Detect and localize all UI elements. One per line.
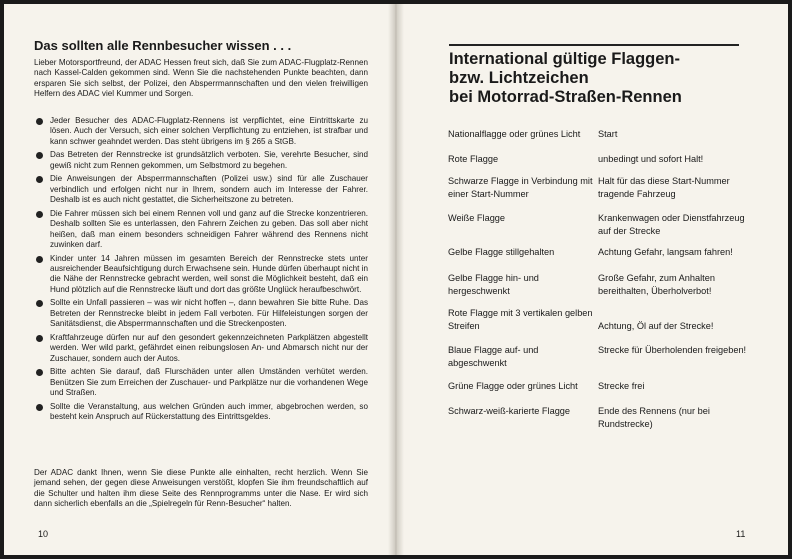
- flag-signal: Weiße Flagge: [448, 213, 506, 223]
- page-number-right: 11: [736, 529, 746, 539]
- flag-signal: Nationalflagge oder grünes Licht: [448, 129, 581, 139]
- list-item: [34, 367, 368, 398]
- rules-list: [34, 116, 368, 426]
- title-line: bei Motorrad-Straßen-Rennen: [449, 88, 682, 106]
- flag-signal: Gelbe Flagge stillgehalten: [448, 247, 555, 257]
- left-page-title: Das sollten alle Rennbesucher wissen . . .: [34, 38, 292, 53]
- list-item: [34, 298, 368, 329]
- booklet-spread: [4, 4, 788, 555]
- flag-signal: Schwarz-weiß-karierte Flagge: [448, 406, 571, 416]
- bullet-icon: [36, 404, 43, 411]
- title-line: bzw. Lichtzeichen: [449, 69, 589, 87]
- left-page: [4, 4, 396, 555]
- list-item-text: Die Anweisungen der Absperrmannschaften (Polizei usw.) sind für alle Zuschauer verbindlich und erfolgen nicht nur in Ihrem, sondern auch im Interesse der Fahrer. Deshalb ist es auch nicht gestattet, die Sicherheitszone zu betreten.: [50, 174, 368, 205]
- bullet-icon: [36, 118, 43, 125]
- intro-paragraph: Lieber Motorsportfreund, der ADAC Hessen freut sich, daß Sie zum ADAC-Flugplatz-Rennen nach Kassel-Calden gekommen sind. Wenn Sie die nachstehenden Punkte beachten, dann ersparen Sie sich selbst, der Polizei, den Absperrmannschaften und den vielen freiwilligen Helfern des ADAC viel Kummer und Sorgen.: [34, 58, 368, 99]
- flag-signal: Schwarze Flagge in Verbindung mit einer Start-Nummer: [448, 176, 593, 199]
- list-item: [34, 174, 368, 205]
- list-item: [34, 254, 368, 296]
- flag-meaning: Start: [598, 129, 618, 139]
- list-item-text: Sollte ein Unfall passieren – was wir nicht hoffen –, dann bewahren Sie bitte Ruhe. Das Betreten der Rennstrecke bleibt in jedem Fall verboten. Für Hilfeleistungen sorgen der Sanitätsdienst, die Absperrmannschaften und die Streckenposten.: [50, 298, 368, 329]
- flag-signal: Rote Flagge mit 3 vertikalen gelben Streifen: [448, 308, 593, 331]
- flag-signal: Rote Flagge: [448, 154, 499, 164]
- bullet-icon: [36, 335, 43, 342]
- bullet-icon: [36, 211, 43, 218]
- flag-signal: Gelbe Flagge hin- und hergeschwenkt: [448, 273, 539, 296]
- bullet-icon: [36, 369, 43, 376]
- title-line: International gültige Flaggen-: [449, 50, 680, 68]
- closing-paragraph: Der ADAC dankt Ihnen, wenn Sie diese Punkte alle einhalten, recht herzlich. Wenn Sie jemand sehen, der gegen diese Anweisungen verstößt, klopfen Sie ihm freundschaftlich auf die Schulter und halten ihm diese Seite des Rennprogramms unter die Nase. Er wird sich dann sicherlich ebenfalls an die „Spielregeln für Renn-Besucher“ halten.: [34, 468, 368, 509]
- bullet-icon: [36, 152, 43, 159]
- list-item-text: Bitte achten Sie darauf, daß Flurschäden unter allen Umständen verhütet werden. Benützen Sie zum Erreichen der Zuschauer- und Parkplätze nur die vorhandenen Wege und Straßen.: [50, 367, 368, 398]
- list-item-text: Kinder unter 14 Jahren müssen im gesamten Bereich der Rennstrecke stets unter ausreichender Beaufsichtigung durch Erwachsene sein. Hunde dürfen überhaupt nicht in die Nähe der Rennstrecke gebracht werden, weil sonst die Möglichkeit besteht, daß ein Hund plötzlich auf die Rennstrecke läuft und dort das größte Unglück heraufbeschwört.: [50, 253, 368, 294]
- bullet-icon: [36, 300, 43, 307]
- flag-signal: Grüne Flagge oder grünes Licht: [448, 381, 578, 391]
- flag-meaning: Strecke für Überholenden freigeben!: [598, 345, 747, 355]
- flag-meaning: Ende des Rennens (nur bei Rundstrecke): [598, 406, 710, 429]
- list-item-text: Jeder Besucher des ADAC-Flugplatz-Rennens ist verpflichtet, eine Eintrittskarte zu lösen. Auch der Versuch, sich einer solchen Verpflichtung zu entziehen, ist strafbar und kann schwer geahndet werden. Das steht übrigens im § 265 a StGB.: [50, 116, 368, 146]
- list-item: [34, 116, 368, 147]
- right-page-title: [449, 44, 739, 107]
- flag-signal: Blaue Flagge auf- und abgeschwenkt: [448, 345, 539, 368]
- flag-meaning: Achtung Gefahr, langsam fahren!: [598, 247, 733, 257]
- list-item-text: Die Fahrer müssen sich bei einem Rennen voll und ganz auf die Strecke konzentrieren. Deshalb sollten Sie es unterlassen, den Fahrern Zeichen zu geben. Das soll aber nicht heißen, daß man einem besonders schneidigen Fahrer während des Rennens nicht zuwinken darf.: [50, 208, 368, 250]
- list-item-text: Das Betreten der Rennstrecke ist grundsätzlich verboten. Sie, verehrte Besucher, sind gewiß nicht zum Rennen gekommen, um Selbstmord zu begehen.: [50, 150, 368, 170]
- flag-meaning: Achtung, Öl auf der Strecke!: [598, 321, 714, 331]
- flag-meaning: Halt für das diese Start-Nummer tragende Fahrzeug: [598, 176, 730, 199]
- bullet-icon: [36, 256, 43, 263]
- list-item: [34, 209, 368, 251]
- list-item: [34, 402, 368, 423]
- list-item: [34, 150, 368, 171]
- list-item-text: Kraftfahrzeuge dürfen nur auf den gesondert gekennzeichneten Parkplätzen abgestellt werden. Wer wild parkt, gefährdet einen reibungslosen An- und Abmarsch nicht nur der Zuschauer, sondern auch der Autos.: [50, 332, 368, 363]
- flag-meaning: Strecke frei: [598, 381, 645, 391]
- flag-meaning: Große Gefahr, zum Anhalten bereithalten, Überholverbot!: [598, 273, 715, 296]
- bullet-icon: [36, 176, 43, 183]
- page-number-left: 10: [38, 529, 49, 539]
- flag-meaning: Krankenwagen oder Dienstfahrzeug auf der Strecke: [598, 213, 745, 236]
- flag-meaning: unbedingt und sofort Halt!: [598, 154, 704, 164]
- book-gutter: [388, 4, 404, 555]
- list-item-text: Sollte die Veranstaltung, aus welchen Gründen auch immer, abgebrochen werden, so besteht kein Anspruch auf Rückerstattung des Eintrittsgeldes.: [50, 401, 368, 422]
- list-item: [34, 333, 368, 364]
